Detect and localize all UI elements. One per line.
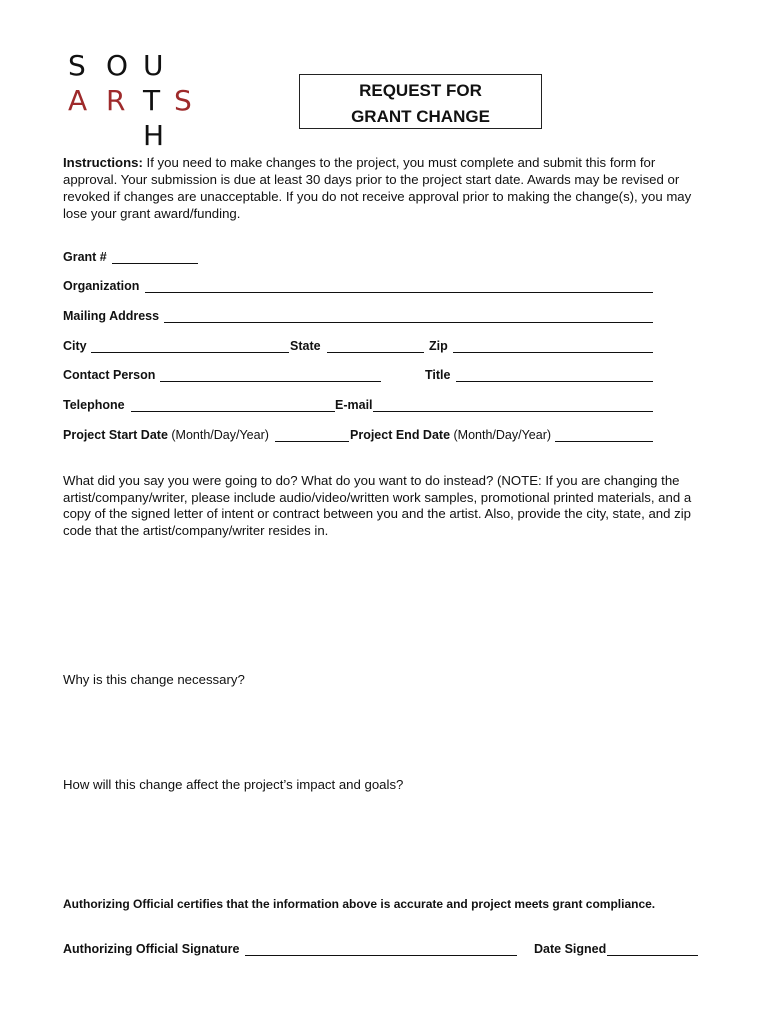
title-input-line[interactable]: [456, 381, 653, 382]
signature-input-line[interactable]: [245, 955, 517, 956]
email-input-line[interactable]: [373, 411, 653, 412]
logo-letter: H: [143, 119, 165, 152]
form-title-line2: GRANT CHANGE: [351, 107, 490, 126]
instructions: [63, 154, 713, 222]
telephone-input-line[interactable]: [131, 411, 335, 412]
title-label: Title: [425, 368, 451, 382]
grant-label: Grant #: [63, 250, 107, 264]
logo-letter: T: [143, 84, 161, 117]
zip-input-line[interactable]: [453, 352, 653, 353]
contact-person-input-line[interactable]: [160, 381, 381, 382]
email-label: E-mail: [335, 398, 373, 412]
state-input-line[interactable]: [327, 352, 424, 353]
logo-letter: S: [68, 49, 86, 82]
mailing-address-label: Mailing Address: [63, 309, 160, 323]
date-signed-label: Date Signed: [534, 942, 607, 956]
contact-person-label: Contact Person: [63, 368, 156, 382]
signature-label: Authorizing Official Signature: [63, 942, 240, 956]
question-impact-goals: How will this change affect the project’s impact and goals?: [63, 777, 404, 792]
project-end-text: Project End Date: [350, 428, 451, 442]
question-why-necessary: Why is this change necessary?: [63, 672, 245, 687]
zip-label: Zip: [429, 339, 448, 353]
grant-input-line[interactable]: [112, 263, 198, 264]
logo-letter: R: [106, 84, 126, 117]
city-label: City: [63, 339, 87, 353]
state-label: State: [290, 339, 321, 353]
logo-letter: O: [106, 49, 129, 82]
telephone-label: Telephone: [63, 398, 125, 412]
logo-letter: A: [68, 84, 88, 117]
mailing-address-input-line[interactable]: [164, 322, 653, 323]
city-input-line[interactable]: [91, 352, 289, 353]
project-start-hint: (Month/Day/Year): [171, 428, 269, 442]
logo-letter: U: [143, 49, 164, 82]
project-start-label: [63, 428, 269, 442]
project-end-label: [350, 428, 551, 442]
form-title-line1: REQUEST FOR: [359, 81, 482, 100]
question-what-change: What did you say you were going to do? What do you want to do instead? (NOTE: If you are changing the artist/company/writer, please include audio/video/written work samples, promotional printed materials, and a copy of the signed letter of intent or contract between you and the artist. Also, provide the city, state, and zip code that the artist/company/writer resides in.: [63, 473, 692, 538]
logo-letter: S: [174, 84, 192, 117]
form-title-box: [299, 74, 542, 129]
date-signed-input-line[interactable]: [607, 955, 698, 956]
instructions-label: Instructions:: [63, 155, 143, 170]
organization-input-line[interactable]: [145, 292, 653, 293]
project-end-hint: (Month/Day/Year): [453, 428, 552, 442]
project-end-input-line[interactable]: [555, 441, 653, 442]
project-start-text: Project Start Date: [63, 428, 168, 442]
instructions-text: If you need to make changes to the project, you must complete and submit this form for approval. Your submission is due at least 30 days prior to the project start date. Awards may be revised or revoked if changes are unacceptable. If you do not receive approval prior to making the change(s), you may lose your grant award/funding.: [63, 155, 692, 221]
organization-label: Organization: [63, 279, 140, 293]
certification-statement: Authorizing Official certifies that the information above is accurate and project meets grant compliance.: [63, 897, 656, 911]
project-start-input-line[interactable]: [275, 441, 349, 442]
